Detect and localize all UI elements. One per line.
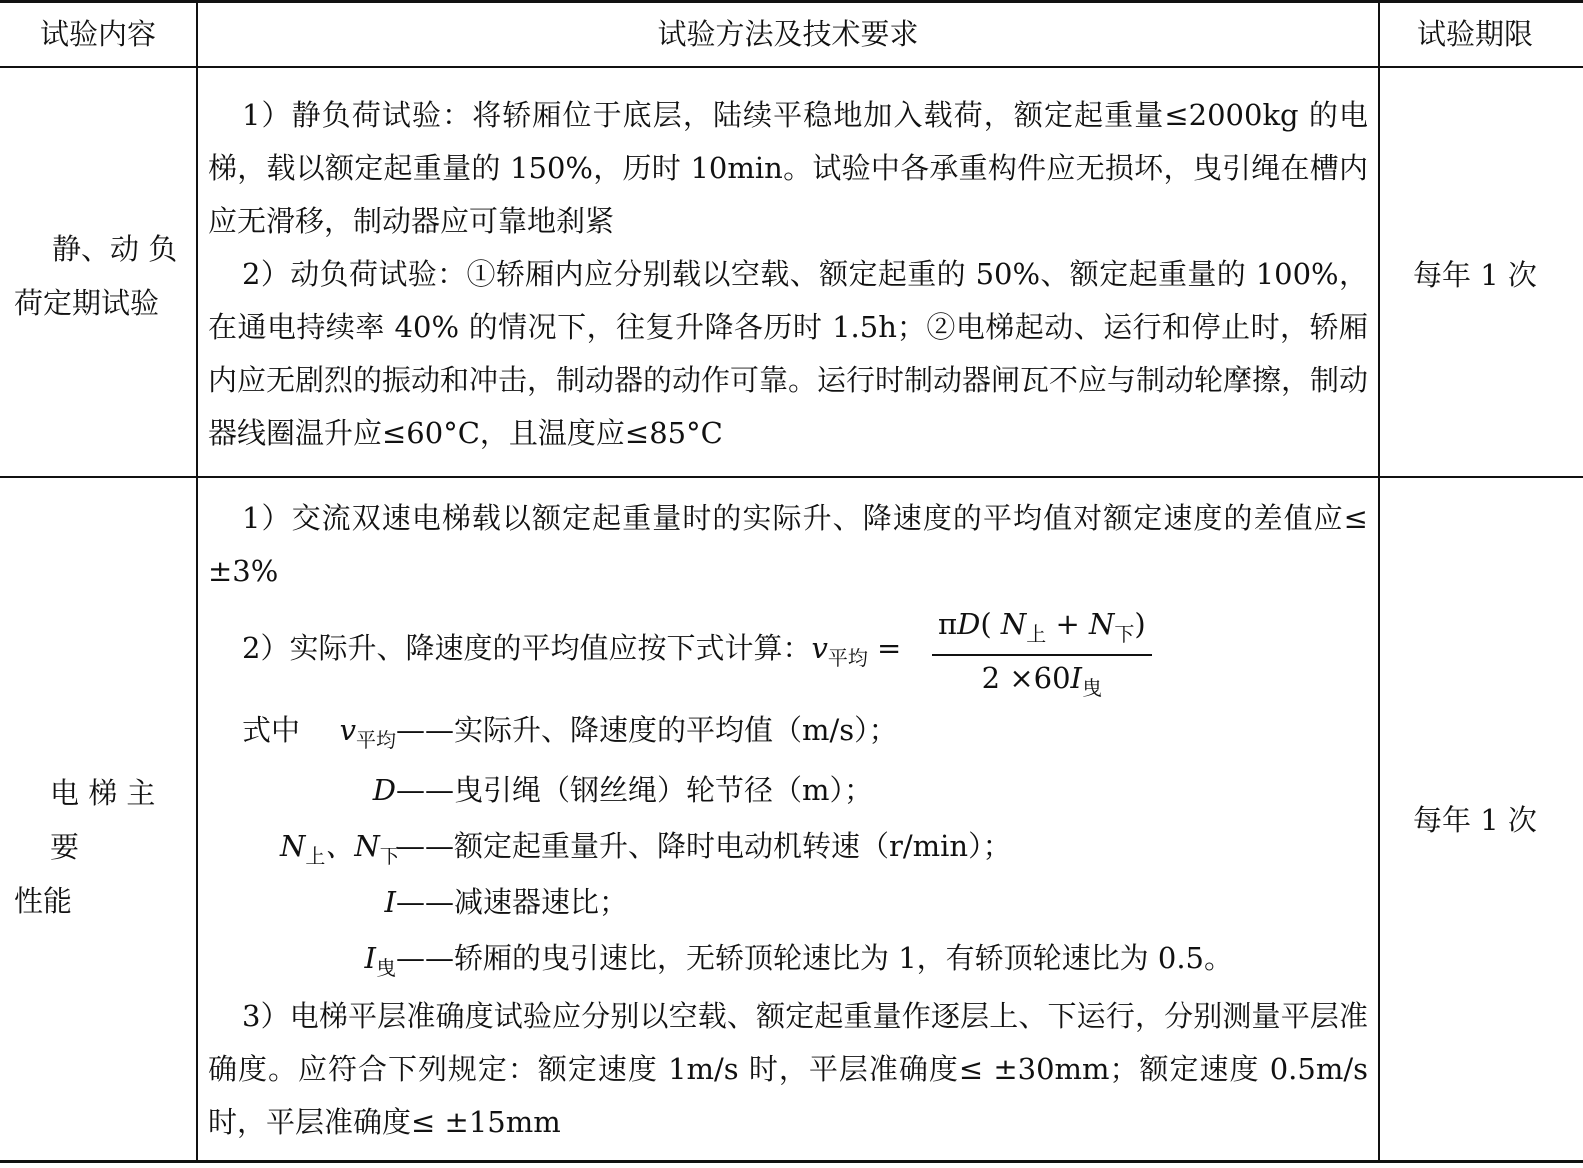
def-N <box>280 826 1012 876</box>
formula-fraction <box>932 604 1152 710</box>
def-D-symbol <box>336 770 396 810</box>
denominator-text: 2 ×60 <box>981 661 1071 695</box>
def-I-ye-letter: I <box>364 941 376 975</box>
formula-denominator <box>932 656 1152 710</box>
def-N-down-letter: 、N <box>325 829 380 863</box>
pi-symbol: π <box>938 607 958 641</box>
def-N-up-letter: N <box>280 829 306 863</box>
def-D <box>336 770 873 810</box>
row1-content-line2: 荷定期试验 <box>14 286 160 320</box>
row1-content-line1: 静、动 负 <box>52 232 178 266</box>
def-I-ye-symbol <box>336 938 396 988</box>
def-v-subscript: 平均 <box>356 728 396 752</box>
denominator-I: I <box>1070 661 1083 695</box>
def-I-description: ——减速器速比； <box>396 885 629 919</box>
denominator-I-subscript: 曳 <box>1082 676 1103 700</box>
header-test-period: 试验期限 <box>1416 17 1533 51</box>
row2-period: 每年 1 次 <box>1413 803 1537 837</box>
def-I-ye-description: ——轿厢的曳引速比，无轿顶轮速比为 1，有轿顶轮速比为 0.5。 <box>396 941 1234 975</box>
def-v-symbol: v <box>339 713 356 747</box>
def-v-avg <box>336 710 898 760</box>
numerator-N-down-subscript: 下 <box>1114 622 1135 646</box>
header-test-content: 试验内容 <box>39 17 156 51</box>
row2-leveling-accuracy: 3）电梯平层准确度试验应分别以空载、额定起重量作逐层上、下运行，分别测量平层准确度。应符合下列规定：额定速度 1m/s 时，平层准确度≤ ±30mm；额定速度 0.5m/s 时，平层准确度≤ ±15mm <box>208 999 1368 1139</box>
formula-intro-text: 2）实际升、降速度的平均值应按下式计算： <box>242 631 812 665</box>
formula-v-subscript: 平均 <box>827 646 868 670</box>
row1-dynamic-load-test: 2）动负荷试验：①轿厢内应分别载以空载、额定起重的 50%、额定起重量的 100%，在通电持续率 40% 的情况下，往复升降各历时 1.5h；②电梯起动、运行和停止时，轿厢内应无剧烈的振动和冲击，制动器的动作可靠。运行时制动器闸瓦不应与制动轮摩擦，制动器线圈温升应≤60°C，且温度应≤85°C <box>208 257 1369 450</box>
def-N-up-subscript: 上 <box>305 844 326 868</box>
row1-period: 每年 1 次 <box>1413 258 1537 292</box>
numerator-N-up-subscript: 上 <box>1026 622 1047 646</box>
row-divider <box>0 476 1583 478</box>
row2-content <box>14 766 190 928</box>
def-N-down-subscript: 下 <box>379 844 400 868</box>
row2-content-line2: 性能 <box>14 884 73 918</box>
def-N-symbol <box>280 826 400 876</box>
row2-content-line1: 电 梯 主 要 <box>50 776 156 864</box>
column-divider-1 <box>196 2 198 1162</box>
def-N-description: ——额定起重量升、降时电动机转速（r/min）； <box>396 829 1012 863</box>
column-divider-2 <box>1378 2 1380 1162</box>
numerator-D: D <box>957 607 981 641</box>
formula-numerator <box>932 604 1152 654</box>
def-I-ye <box>336 938 1233 988</box>
numerator-plus: + <box>1046 607 1089 641</box>
header-rule <box>0 66 1583 68</box>
def-I-letter: I <box>384 885 396 919</box>
numerator-close-paren: ) <box>1134 607 1146 641</box>
numerator-N-down: N <box>1089 607 1115 641</box>
header-test-method: 试验方法及技术要求 <box>657 17 919 51</box>
numerator-open-paren: ( <box>980 607 1001 641</box>
where-label: 式中 <box>242 713 301 747</box>
formula-v-symbol: v <box>811 631 828 665</box>
def-I-ye-subscript: 曳 <box>376 956 396 980</box>
row2-formula-intro <box>242 628 901 678</box>
def-I <box>336 882 628 922</box>
def-D-letter: D <box>372 773 396 807</box>
def-v-description: ——实际升、降速度的平均值（m/s）； <box>396 713 898 747</box>
row1-static-load-test: 1）静负荷试验：将轿厢位于底层，陆续平稳地加入载荷，额定起重量≤2000kg 的电梯，载以额定起重量的 150%，历时 10min。试验中各承重构件应无损坏，曳引绳在槽内应无滑移，制动器应可靠地刹紧 <box>208 98 1368 238</box>
table-bottom-rule <box>0 1160 1583 1163</box>
def-v-avg-symbol <box>336 710 396 760</box>
def-I-symbol <box>336 882 396 922</box>
def-D-description: ——曳引绳（钢丝绳）轮节径（m）； <box>396 773 873 807</box>
numerator-N-up: N <box>1000 607 1027 641</box>
formula-equals: = <box>867 631 902 665</box>
row1-content <box>14 222 190 330</box>
row2-speed-deviation: 1）交流双速电梯载以额定起重量时的实际升、降速度的平均值对额定速度的差值应≤ ±3% <box>208 501 1368 588</box>
